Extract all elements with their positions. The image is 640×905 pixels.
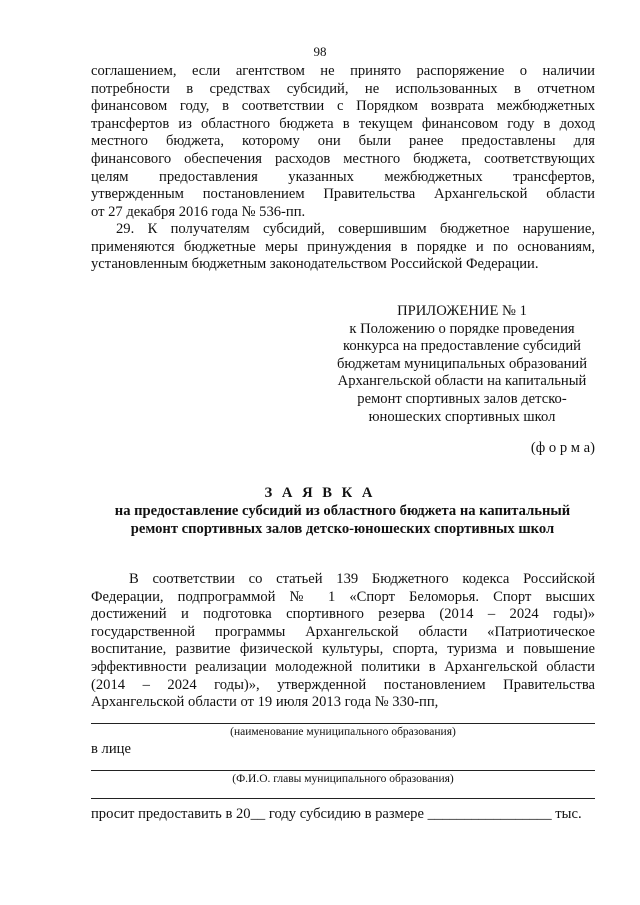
paragraph-body: [91, 571, 595, 712]
text-line: (2014 – 2024 годы)», утвержденной постановлением Правительства: [91, 676, 595, 693]
text-line: достижений и подготовка спортивного резерва (2014 – 2024 годы)»: [91, 606, 595, 623]
text-line: финансовом году, в соответствии с Порядком возврата межбюджетных: [91, 98, 595, 115]
in-person-label: в лице: [91, 741, 131, 757]
municipality-caption: (наименование муниципального образования): [230, 726, 456, 738]
text-line: от 27 декабря 2016 года № 536-пп.: [91, 203, 306, 220]
text-line: трансфертов из областного бюджета в текущем финансовом году в доход: [91, 115, 595, 132]
text-line: установленным бюджетным законодательством Российской Федерации.: [91, 256, 539, 273]
appendix-line: к Положению о порядке проведения: [349, 320, 575, 337]
text-line: соглашением, если агентством не принято распоряжение о наличии: [91, 63, 595, 79]
municipality-underline: [91, 723, 595, 724]
head-name-underline: [91, 770, 595, 771]
subtitle-line: ремонт спортивных залов детско-юношеских спортивных школ: [130, 520, 555, 537]
document-title: З А Я В К А: [264, 485, 376, 501]
form-label: (ф о р м а): [530, 440, 595, 456]
head-name-caption: (Ф.И.О. главы муниципального образования): [232, 773, 454, 785]
text-line: Архангельской области от 19 июля 2013 года № 330-пп,: [91, 694, 439, 711]
text-line: 29. К получателям субсидий, совершившим бюджетное нарушение,: [116, 221, 595, 237]
text-line: утвержденным постановлением Правительства Архангельской области: [91, 186, 595, 203]
appendix-line: юношеских спортивных школ: [368, 408, 556, 425]
appendix-block: [322, 303, 602, 426]
request-line: просит предоставить в 20__ году субсидию в размере _________________ тыс.: [91, 806, 582, 822]
text-line: местного бюджета, которому они были ранее предоставлены для: [91, 133, 595, 150]
appendix-line: ремонт спортивных залов детско-: [357, 390, 567, 407]
subtitle-line: на предоставление субсидий из областного бюджета на капитальный: [114, 503, 571, 519]
text-line: государственной программы Архангельской области «Патриотическое: [91, 623, 595, 640]
paragraph-top: [91, 63, 595, 221]
appendix-line: конкурса на предоставление субсидий: [343, 338, 581, 355]
appendix-line: бюджетам муниципальных образований: [336, 355, 588, 372]
text-line: В соответствии со статьей 139 Бюджетного кодекса Российской: [129, 571, 595, 587]
text-line: целям предоставления указанных межбюджетных трансфертов,: [91, 168, 595, 185]
text-line: воспитание, развитие физической культуры, спорта, туризма и повышение: [91, 641, 595, 658]
text-line: Федерации, подпрограммой № 1 «Спорт Беломорья. Спорт высших: [91, 588, 595, 605]
text-line: потребности в средствах субсидий, не использованных в отчетном: [91, 80, 595, 97]
appendix-heading: ПРИЛОЖЕНИЕ № 1: [397, 303, 527, 319]
text-line: финансового обеспечения расходов местного бюджета, соответствующих: [91, 150, 595, 167]
text-line: эффективности реализации молодежной политики в Архангельской области: [91, 658, 595, 675]
document-subtitle: [90, 503, 595, 538]
appendix-line: Архангельской области на капитальный: [337, 373, 587, 390]
paragraph-29: [91, 221, 595, 274]
page-number: 98: [313, 44, 327, 59]
separator-line: [91, 798, 595, 799]
text-line: применяются бюджетные меры принуждения в порядке и по основаниям,: [91, 238, 595, 255]
